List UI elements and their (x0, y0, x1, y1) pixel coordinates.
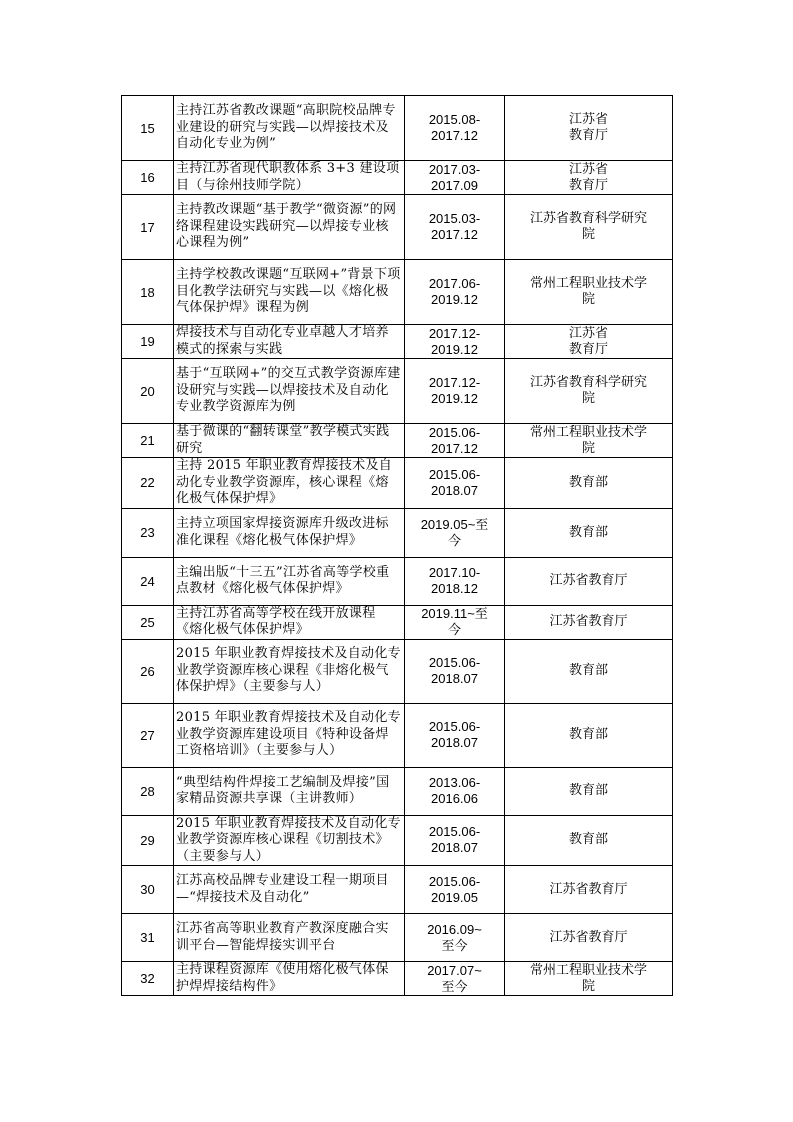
project-period: 2016.09~ 至今 (427, 921, 482, 953)
row-number-cell (122, 458, 174, 509)
project-period: 2015.06- 2019.05 (428, 873, 481, 905)
project-title: 江苏省高等职业教育产教深度融合实训平台—智能焊接实训平台 (176, 921, 389, 953)
project-organization-cell (505, 325, 673, 359)
project-organization: 教育部 (568, 832, 608, 848)
row-number: 25 (140, 614, 155, 630)
row-number-cell (122, 815, 174, 866)
project-period-cell (405, 703, 505, 767)
project-title-cell (174, 325, 405, 359)
row-number-cell (122, 703, 174, 767)
project-period-cell (405, 96, 505, 161)
project-period: 2015.06- 2018.07 (428, 824, 481, 856)
project-period: 2015.08- 2017.12 (428, 112, 481, 143)
project-period-cell (405, 557, 505, 605)
project-title: 2015 年职业教育焊接技术及自动化专业教学资源库核心课程《非熔化极气体保护焊》（主要参与人） (176, 646, 401, 695)
row-number-cell (122, 767, 174, 815)
project-title: 基于“互联网+”的交互式教学资源库建设研究与实践—以焊接技术及自动化专业教学资源库为例 (176, 366, 401, 415)
table-row (122, 161, 673, 195)
project-period-cell (405, 195, 505, 260)
project-organization: 江苏省教育厅 (549, 881, 628, 897)
project-period-cell (405, 767, 505, 815)
project-period: 2015.06- 2018.07 (428, 719, 481, 750)
project-period: 2017.12- 2019.12 (428, 375, 481, 406)
table-row (122, 914, 673, 962)
row-number: 30 (140, 882, 155, 897)
row-number: 29 (140, 832, 155, 848)
row-number-cell (122, 962, 174, 996)
project-organization: 教育部 (568, 663, 608, 678)
project-title-cell (174, 557, 405, 605)
project-period-cell (405, 508, 505, 557)
row-number: 19 (140, 334, 155, 349)
project-period: 2013.06- 2016.06 (428, 775, 481, 806)
table-row (122, 424, 673, 458)
row-number-cell (122, 866, 174, 914)
project-period-cell (405, 424, 505, 458)
project-title: 主编出版“十三五”江苏省高等学校重点教材《熔化极气体保护焊》 (176, 564, 390, 596)
row-number-cell (122, 557, 174, 605)
row-number-cell (122, 508, 174, 557)
row-number-cell (122, 260, 174, 325)
row-number: 16 (140, 170, 155, 185)
row-number: 27 (140, 727, 155, 743)
project-title-cell (174, 508, 405, 557)
project-period-cell (405, 161, 505, 195)
row-number-cell (122, 325, 174, 359)
table-row (122, 639, 673, 703)
project-period: 2017.07~ 至今 (427, 962, 482, 994)
project-organization: 江苏省教育厅 (549, 929, 628, 945)
project-title: 焊接技术与自动化专业卓越人才培养模式的探索与实践 (176, 325, 389, 357)
table-row (122, 260, 673, 325)
row-number: 32 (140, 971, 155, 986)
project-title: 主持江苏省高等学校在线开放课程《熔化极气体保护焊》 (176, 605, 376, 637)
table-row (122, 557, 673, 605)
row-number: 23 (140, 525, 155, 540)
project-organization-cell (505, 195, 673, 260)
project-period-cell (405, 260, 505, 325)
project-title: 主持课程资源库《使用熔化极气体保护焊焊接结构件》 (176, 962, 389, 994)
project-period-cell (405, 639, 505, 703)
row-number: 21 (140, 433, 155, 448)
project-title-cell (174, 359, 405, 424)
project-organization-cell (505, 508, 673, 557)
row-number: 22 (140, 475, 155, 491)
project-table-body (122, 96, 673, 996)
table-row (122, 605, 673, 639)
project-organization-cell (505, 914, 673, 962)
table-row (122, 96, 673, 161)
row-number: 20 (140, 383, 155, 399)
table-row (122, 866, 673, 914)
table-row (122, 508, 673, 557)
project-period-cell (405, 866, 505, 914)
project-title-cell (174, 458, 405, 509)
project-organization-cell (505, 424, 673, 458)
project-organization: 教育部 (568, 474, 608, 490)
row-number-cell (122, 605, 174, 639)
project-period: 2015.03- 2017.12 (428, 211, 481, 242)
project-organization: 江苏省教育科学研究 院 (529, 211, 647, 242)
project-organization: 教育部 (568, 524, 608, 540)
project-period-cell (405, 359, 505, 424)
project-title: 主持 2015 年职业教育焊接技术及自动化专业教学资源库，核心课程《熔化极气体保护焊》 (176, 458, 393, 506)
project-organization: 常州工程职业技术学 院 (529, 276, 647, 307)
project-period: 2015.06- 2018.07 (428, 655, 481, 686)
table-row (122, 703, 673, 767)
project-title: 主持立项国家焊接资源库升级改进标准化课程《熔化极气体保护焊》 (176, 516, 389, 548)
project-organization: 常州工程职业技术学 院 (529, 962, 647, 994)
project-period: 2015.06- 2018.07 (428, 466, 481, 498)
project-organization-cell (505, 359, 673, 424)
project-organization: 江苏省 教育厅 (568, 112, 608, 143)
project-title-cell (174, 260, 405, 325)
project-title-cell (174, 605, 405, 639)
project-organization-cell (505, 703, 673, 767)
project-title: 主持教改课题“基于教学“微资源”的网络课程建设实践研究—以焊接专业核心课程为例” (176, 202, 397, 251)
project-organization-cell (505, 557, 673, 605)
project-period: 2017.03- 2017.09 (428, 161, 481, 193)
project-title-cell (174, 914, 405, 962)
project-organization-cell (505, 815, 673, 866)
project-organization-cell (505, 161, 673, 195)
table-row (122, 767, 673, 815)
project-title-cell (174, 815, 405, 866)
project-organization-cell (505, 962, 673, 996)
project-organization-cell (505, 767, 673, 815)
project-title-cell (174, 767, 405, 815)
project-organization-cell (505, 260, 673, 325)
project-period-cell (405, 815, 505, 866)
project-organization-cell (505, 866, 673, 914)
row-number-cell (122, 914, 174, 962)
row-number: 17 (140, 219, 155, 235)
project-organization-cell (505, 639, 673, 703)
project-period-cell (405, 458, 505, 509)
project-organization: 江苏省教育厅 (549, 573, 628, 588)
table-row (122, 359, 673, 424)
project-title: 主持江苏省现代职教体系 3+3 建设项目（与徐州技师学院） (176, 161, 400, 193)
project-title: 主持学校教改课题“互联网+”背景下项目化教学法研究与实践—以《熔化极气体保护焊》课程为例 (176, 267, 401, 316)
row-number: 31 (140, 930, 155, 945)
row-number: 28 (140, 783, 155, 799)
row-number: 26 (140, 663, 155, 679)
project-title: 2015 年职业教育焊接技术及自动化专业教学资源库核心课程《切割技术》（主要参与人） (176, 815, 401, 864)
project-organization: 常州工程职业技术学 院 (529, 424, 647, 456)
project-period-cell (405, 914, 505, 962)
project-organization: 教育部 (568, 727, 608, 742)
project-title-cell (174, 424, 405, 458)
table-row (122, 195, 673, 260)
project-title-cell (174, 96, 405, 161)
project-title-cell (174, 866, 405, 914)
project-period-cell (405, 605, 505, 639)
project-organization: 江苏省 教育厅 (568, 325, 608, 357)
project-title: “典型结构件焊接工艺编制及焊接”国家精品资源共享课（主讲教师） (176, 774, 390, 806)
project-period-cell (405, 962, 505, 996)
project-title-cell (174, 639, 405, 703)
project-organization-cell (505, 605, 673, 639)
row-number: 15 (140, 120, 155, 136)
project-organization: 江苏省教育厅 (549, 614, 628, 629)
project-organization-cell (505, 96, 673, 161)
row-number: 24 (140, 573, 155, 589)
project-title-cell (174, 161, 405, 195)
row-number-cell (122, 359, 174, 424)
project-title: 江苏高校品牌专业建设工程一期项目—“焊接技术及自动化” (176, 873, 389, 905)
project-period: 2017.06- 2019.12 (428, 276, 481, 307)
project-title: 主持江苏省教改课题“高职院校品牌专业建设的研究与实践—以焊接技术及自动化专业为例” (176, 103, 396, 152)
project-period: 2017.10- 2018.12 (428, 565, 481, 596)
project-period: 2015.06- 2017.12 (428, 424, 481, 456)
project-period: 2017.12- 2019.12 (428, 325, 481, 357)
project-table (121, 95, 673, 996)
project-title-cell (174, 703, 405, 767)
project-period-cell (405, 325, 505, 359)
row-number-cell (122, 195, 174, 260)
project-organization: 江苏省教育科学研究 院 (529, 375, 647, 406)
table-row (122, 458, 673, 509)
row-number: 18 (140, 284, 155, 300)
row-number-cell (122, 96, 174, 161)
project-period: 2019.11~至 今 (421, 606, 488, 637)
project-title-cell (174, 962, 405, 996)
project-organization: 教育部 (568, 783, 608, 798)
project-title: 2015 年职业教育焊接技术及自动化专业教学资源库建设项目《特种设备焊工资格培训》（主要参与人） (176, 710, 401, 759)
table-row (122, 325, 673, 359)
project-organization-cell (505, 458, 673, 509)
table-row (122, 962, 673, 996)
project-title-cell (174, 195, 405, 260)
row-number-cell (122, 424, 174, 458)
table-row (122, 815, 673, 866)
project-title: 基于微课的“翻转课堂”教学模式实践研究 (176, 424, 390, 456)
project-organization: 江苏省 教育厅 (568, 161, 608, 193)
project-period: 2019.05~至 今 (420, 516, 489, 548)
row-number-cell (122, 161, 174, 195)
row-number-cell (122, 639, 174, 703)
